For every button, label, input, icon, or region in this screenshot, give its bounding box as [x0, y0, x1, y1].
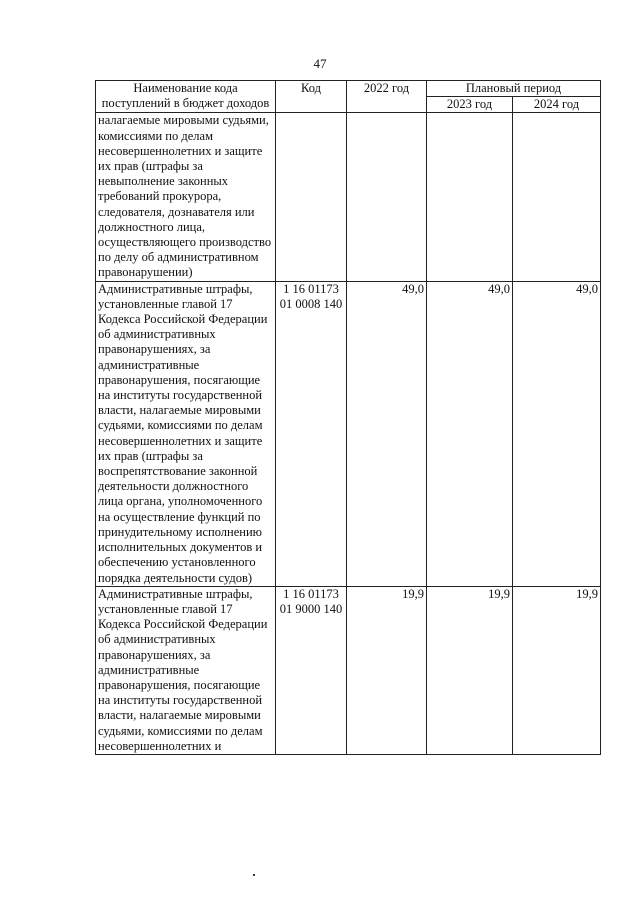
row-code: [276, 113, 347, 281]
row-value-2022: 49,0: [347, 281, 427, 586]
revenue-table: [95, 80, 601, 755]
column-header-2024: 2024 год: [513, 97, 601, 113]
table-row: [96, 113, 601, 281]
row-name: Административные штрафы, установленные главой 17 Кодекса Российской Федерации об административных правонарушениях, за административные правонарушения, посягающие на институты государственной власти, налагаемые мировыми судьями, комиссиями по делам несовершеннолетних и: [96, 586, 276, 754]
row-value-2022: 19,9: [347, 586, 427, 754]
page-number: 47: [313, 56, 327, 71]
table-row: [96, 586, 601, 754]
row-value-2022: [347, 113, 427, 281]
row-code: 1 16 01173 01 0008 140: [276, 281, 347, 586]
row-name: налагаемые мировыми судьями, комиссиями по делам несовершеннолетних и защите их прав (штрафы за невыполнение законных требований прокурора, следователя, дознавателя или должностного лица, осуществляющего производство по делу об административном правонарушении): [96, 113, 276, 281]
row-value-2024: 19,9: [513, 586, 601, 754]
row-code: 1 16 01173 01 9000 140: [276, 586, 347, 754]
row-value-2023: [427, 113, 513, 281]
row-value-2023: 19,9: [427, 586, 513, 754]
column-header-2023: 2023 год: [427, 97, 513, 113]
column-header-name: Наименование кода поступлений в бюджет доходов: [96, 81, 276, 113]
row-value-2023: 49,0: [427, 281, 513, 586]
scan-speck: [253, 874, 255, 876]
column-header-code: Код: [276, 81, 347, 113]
row-value-2024: 49,0: [513, 281, 601, 586]
row-name: Административные штрафы, установленные главой 17 Кодекса Российской Федерации об административных правонарушениях, за административные правонарушения, посягающие на институты государственной власти, налагаемые мировыми судьями, комиссиями по делам несовершеннолетних и защите их прав (штрафы за воспрепятствование законной деятельности должностного лица органа, уполномоченного на осуществление функций по принудительному исполнению исполнительных документов и обеспечению установленного порядка деятельности судов): [96, 281, 276, 586]
column-header-2022: 2022 год: [347, 81, 427, 113]
table-row: [96, 281, 601, 586]
column-header-planned-period: Плановый период: [427, 81, 601, 97]
row-value-2024: [513, 113, 601, 281]
